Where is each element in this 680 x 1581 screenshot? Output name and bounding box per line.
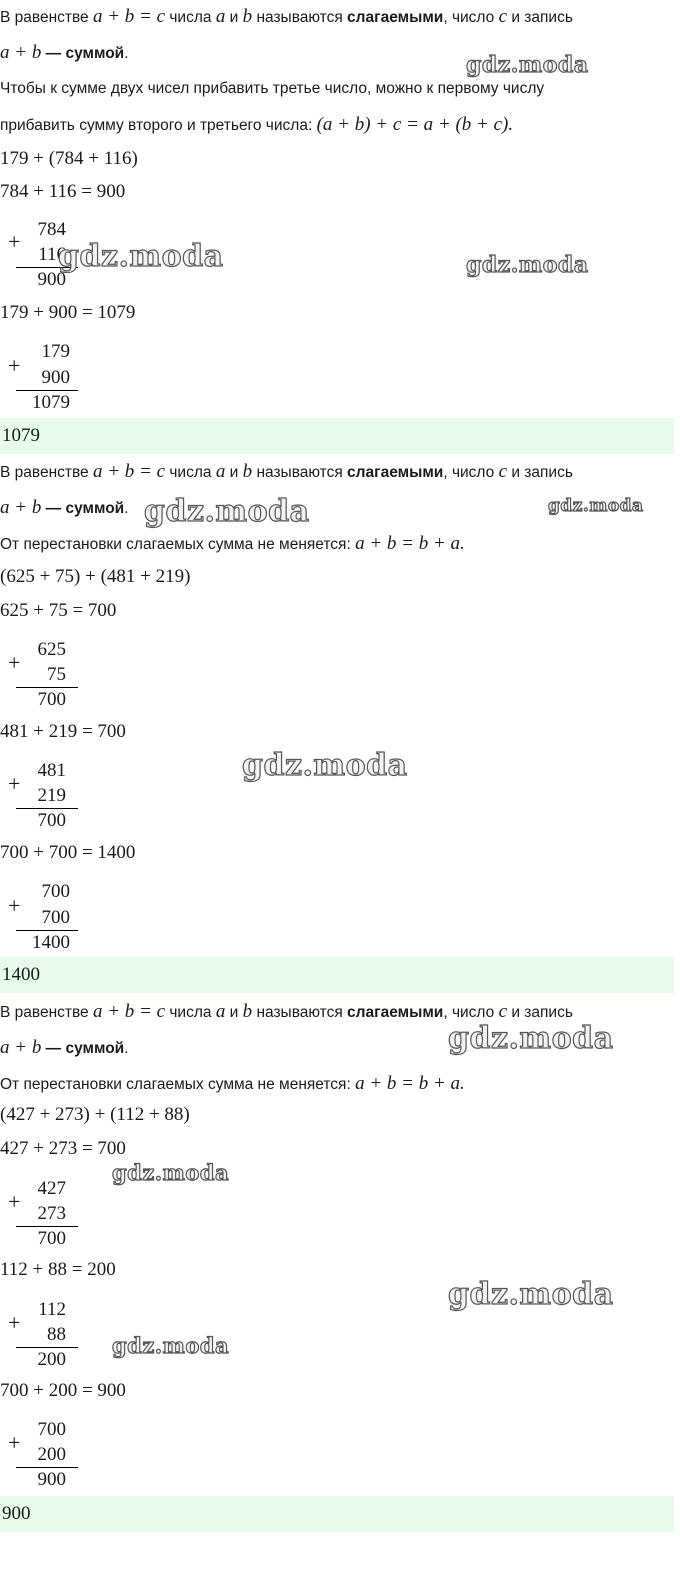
column-addition [8, 339, 82, 413]
step-equation: 784 + 116 = 900 [0, 181, 126, 202]
step-equation: 700 + 200 = 900 [0, 1380, 126, 1401]
column-result: 700 [37, 689, 66, 710]
column-addition [8, 637, 82, 711]
step-equation: 427 + 273 = 700 [0, 1138, 126, 1159]
commutative-rule-line: От перестановки слагаемых сумма не меняется: a + b = b + a. [0, 1073, 465, 1094]
step-equation: 700 + 700 = 1400 [0, 842, 136, 863]
step-equation: 625 + 75 = 700 [0, 600, 117, 621]
answer-bar: 1079 [0, 418, 674, 454]
task-expression: (625 + 75) + (481 + 219) [0, 566, 191, 587]
column-result: 700 [37, 1228, 66, 1249]
task-expression: (427 + 273) + (112 + 88) [0, 1104, 190, 1125]
addend-top: 179 [41, 341, 70, 362]
answer-bar: 900 [0, 1496, 674, 1532]
column-addition [8, 1176, 82, 1250]
watermark: gdz.moda [112, 1160, 230, 1185]
watermark: gdz.moda [242, 748, 408, 783]
step-equation: 112 + 88 = 200 [0, 1259, 116, 1280]
watermark: gdz.moda [466, 252, 589, 278]
step-equation: 481 + 219 = 700 [0, 721, 126, 742]
column-result: 700 [37, 810, 66, 831]
column-result: 1400 [32, 932, 70, 953]
sum-line [16, 808, 78, 809]
plus-sign: + [8, 1310, 21, 1335]
addend-bottom: 219 [37, 785, 66, 806]
column-addition [8, 879, 82, 953]
step-equation: 179 + 900 = 1079 [0, 302, 136, 323]
sum-line [16, 930, 78, 931]
plus-sign: + [8, 229, 21, 254]
column-result: 1079 [32, 392, 70, 413]
associative-rule-line: Чтобы к сумме двух чисел прибавить третье число, можно к первому числу [0, 80, 545, 97]
addend-top: 481 [37, 760, 66, 781]
watermark: gdz.moda [144, 494, 310, 529]
plus-sign: + [8, 650, 21, 675]
addend-top: 625 [37, 639, 66, 660]
plus-sign: + [8, 893, 21, 918]
sum-line [16, 390, 78, 391]
commutative-rule-line: От перестановки слагаемых сумма не меняется: a + b = b + a. [0, 533, 465, 554]
addend-top: 112 [38, 1299, 66, 1320]
plus-sign: + [8, 353, 21, 378]
sum-line [16, 1467, 78, 1468]
plus-sign: + [8, 1430, 21, 1455]
addend-top: 700 [41, 881, 70, 902]
column-addition [8, 1417, 82, 1491]
addend-top: 784 [37, 219, 66, 240]
column-result: 900 [37, 1469, 66, 1490]
addend-bottom: 900 [41, 367, 70, 388]
definition-line: В равенстве a + b = c числа a и b называются слагаемыми, число c и запись [0, 461, 573, 482]
addend-bottom: 200 [37, 1444, 66, 1465]
watermark: gdz.moda [58, 239, 224, 274]
addend-bottom: 700 [41, 907, 70, 928]
watermark: gdz.moda [466, 52, 589, 78]
watermark: gdz.moda [448, 1277, 614, 1312]
definition-line-2: a + b — суммой. [0, 42, 129, 63]
addend-bottom: 75 [47, 664, 66, 685]
sum-line [16, 1347, 78, 1348]
watermark: gdz.moda [548, 496, 644, 516]
definition-line: В равенстве a + b = c числа a и b называются слагаемыми, число c и запись [0, 1001, 573, 1022]
plus-sign: + [8, 1189, 21, 1214]
sum-line [16, 1226, 78, 1227]
associative-rule-line-2: прибавить сумму второго и третьего числа: (a + b) + c = a + (b + c). [0, 114, 514, 135]
sum-line [16, 687, 78, 688]
task-expression: 179 + (784 + 116) [0, 148, 138, 169]
addend-top: 700 [37, 1419, 66, 1440]
addend-bottom: 116 [38, 244, 66, 265]
addend-top: 427 [37, 1178, 66, 1199]
definition-line: В равенстве a + b = c числа a и b называются слагаемыми, число c и запись [0, 6, 573, 27]
column-result: 200 [37, 1349, 66, 1370]
column-addition [8, 1297, 82, 1371]
column-result: 900 [37, 269, 66, 290]
plus-sign: + [8, 771, 21, 796]
definition-line-2: a + b — суммой. [0, 497, 129, 518]
addend-bottom: 273 [37, 1203, 66, 1224]
answer-bar: 1400 [0, 957, 674, 993]
column-addition [8, 758, 82, 832]
definition-line-2: a + b — суммой. [0, 1037, 129, 1058]
addend-bottom: 88 [47, 1324, 66, 1345]
watermark: gdz.moda [112, 1333, 230, 1358]
watermark: gdz.moda [448, 1021, 614, 1056]
